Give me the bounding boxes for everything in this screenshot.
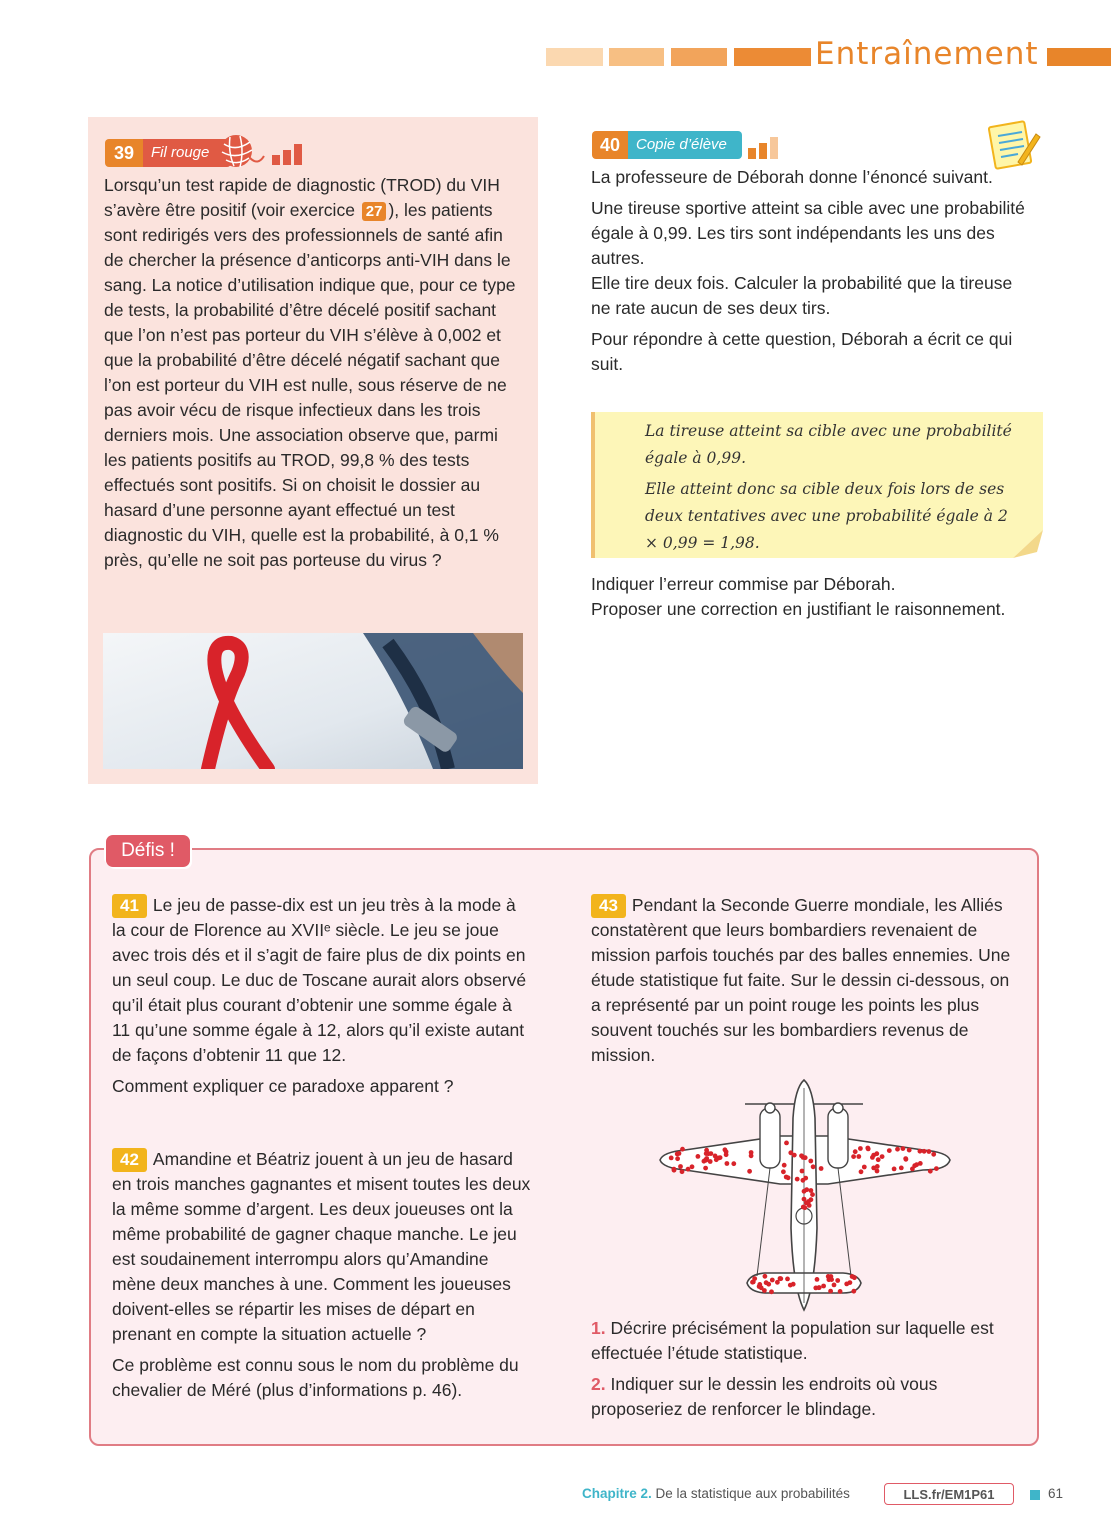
hit-point xyxy=(724,1152,729,1157)
hit-point xyxy=(800,1169,805,1174)
ex42-note: Ce problème est connu sous le nom du problème du chevalier de Méré (plus d’informations p. 46). xyxy=(112,1355,519,1400)
hit-point xyxy=(788,1283,793,1288)
chapter-title: De la statistique aux probabilités xyxy=(655,1486,850,1501)
hit-point xyxy=(704,1156,709,1161)
hit-point xyxy=(731,1161,736,1166)
hit-point xyxy=(713,1154,718,1159)
ex40-question: Proposer une correction en justifiant le raisonnement. xyxy=(591,599,1006,619)
hit-point xyxy=(778,1276,783,1281)
question-number: 1. xyxy=(591,1318,606,1338)
hit-point xyxy=(856,1154,861,1159)
hit-point xyxy=(918,1149,923,1154)
hit-point xyxy=(832,1283,837,1288)
hit-point xyxy=(931,1152,936,1157)
hit-point xyxy=(853,1149,858,1154)
hit-point xyxy=(686,1167,691,1172)
hit-point xyxy=(851,1154,856,1159)
header-bar xyxy=(546,48,603,66)
hit-point xyxy=(784,1141,789,1146)
hit-point xyxy=(703,1166,708,1171)
hit-point xyxy=(865,1146,870,1151)
bomber-diagram xyxy=(655,1078,953,1313)
notepad-icon xyxy=(988,118,1042,170)
exercise-number-39: 39 xyxy=(105,139,143,167)
hit-point xyxy=(821,1284,826,1289)
exercise-43-questions: 1. Décrire précisément la population sur laquelle est effectuée l’étude statistique. 2. Indiquer sur le dessin les endroits où vous proposeriez de renforcer le blindage. xyxy=(591,1318,994,1419)
hit-point xyxy=(817,1285,822,1290)
hit-point xyxy=(815,1277,820,1282)
exercise-number-40: 40 xyxy=(592,131,628,159)
hit-point xyxy=(910,1167,915,1172)
hit-point xyxy=(838,1289,843,1294)
hit-point xyxy=(675,1156,680,1161)
hit-point xyxy=(850,1274,855,1279)
hit-point xyxy=(718,1155,723,1160)
yarn-ball-icon xyxy=(216,132,266,170)
fil-rouge-label: Fil rouge xyxy=(143,139,231,167)
hit-point xyxy=(704,1148,709,1153)
hit-point xyxy=(848,1280,853,1285)
hit-point xyxy=(795,1177,800,1182)
hit-point xyxy=(672,1168,677,1173)
hit-point xyxy=(895,1147,900,1152)
exercise-40-questions xyxy=(591,572,1036,622)
exercise-41: 41 Le jeu de passe-dix est un jeu très à la mode à la cour de Florence au XVIIᵉ siècle. Le jeu se joue avec trois dés et il s’agit de faire plus de dix points en un seul coup. Le duc de Toscane aurait alors observé qu’il était plus courant d’obtenir une somme égale à 11 qu’une somme égale à 12, alors qu’il existe autant de façons d’obtenir 11 que 12. Comment expliquer ce paradoxe apparent ? xyxy=(112,893,534,1099)
hit-point xyxy=(808,1159,813,1164)
hit-point xyxy=(858,1146,863,1151)
ex40-paragraph: La professeure de Déborah donne l’énoncé suivant. xyxy=(591,167,993,187)
hit-point xyxy=(725,1161,730,1166)
hit-point xyxy=(788,1150,793,1155)
hit-point xyxy=(827,1277,832,1282)
hit-point xyxy=(901,1146,906,1151)
hit-point xyxy=(828,1289,833,1294)
copie-eleve-label: Copie d’élève xyxy=(628,131,742,159)
hit-point xyxy=(775,1280,780,1285)
exercise-number-42: 42 xyxy=(112,1148,147,1172)
hit-point xyxy=(899,1166,904,1171)
hit-point xyxy=(927,1149,932,1154)
hit-point xyxy=(880,1154,885,1159)
hit-point xyxy=(904,1157,909,1162)
footer-chapter xyxy=(582,1486,850,1501)
hit-point xyxy=(752,1276,757,1281)
hit-point xyxy=(696,1154,701,1159)
hit-point xyxy=(782,1163,787,1168)
hit-point xyxy=(749,1153,754,1158)
exercise-39-text: Lorsqu’un test rapide de diagnostic (TROD) du VIH s’avère être positif (voir exercice 27 ), les patients sont redirigés vers des professionnels de santé afin de chercher la présence d’anticorps anti‑VIH dans le sang. La notice d’utilisation indique que, pour ce type de tests, la probabilité d’être décelé positif sachant que l’on n’est pas porteur du VIH s’élève à 0,002 et que la probabilité d’être décelé négatif sachant que l’on est porteur du VIH est nulle, sous réserve de ne pas avoir vécu de risque infectieux dans les trois derniers mois. Une association observe que, parmi les patients positifs au TROD, 99,8 % des tests effectués sont positifs. Si on choisit le dossier au hasard d’une personne ayant effectué un test diagnostic du VIH, quelle est la probabilité, à 0,1 % près, qu’elle ne soit pas porteuse du virus ? xyxy=(104,175,516,570)
question-number: 2. xyxy=(591,1374,606,1394)
note-folded-corner xyxy=(1013,530,1043,558)
exercise-number-41: 41 xyxy=(112,894,147,918)
ex40-question: Indiquer l’erreur commise par Déborah. xyxy=(591,574,896,594)
page-number: 61 xyxy=(1048,1486,1064,1501)
hit-point xyxy=(802,1205,807,1210)
hit-point xyxy=(876,1157,881,1162)
hit-point xyxy=(907,1148,912,1153)
hit-point xyxy=(680,1147,685,1152)
difficulty-icon xyxy=(748,135,782,159)
hit-point xyxy=(781,1169,786,1174)
hit-point xyxy=(810,1192,815,1197)
exercise-40-text xyxy=(591,165,1036,377)
student-answer-line: La tireuse atteint sa cible avec une probabilité égale à 0,99. xyxy=(645,422,1012,467)
defis-badge: Défis ! xyxy=(106,835,190,867)
exercise-number-43: 43 xyxy=(591,894,626,918)
hit-point xyxy=(803,1155,808,1160)
footer-link[interactable]: LLS.fr/EM1P61 xyxy=(884,1483,1014,1505)
hit-point xyxy=(770,1278,775,1283)
ex40-paragraph: Elle tire deux fois. Calculer la probabilité que la tireuse ne rate aucun de ses deux tirs. xyxy=(591,273,1013,318)
header-bar xyxy=(734,48,811,66)
red-ribbon-stethoscope-image xyxy=(103,633,523,769)
header-bar xyxy=(1047,48,1111,66)
hit-point xyxy=(785,1277,790,1282)
footer-square xyxy=(1030,1490,1040,1500)
hit-point xyxy=(851,1289,856,1294)
exercise-reference-link[interactable]: 27 xyxy=(362,202,387,221)
hit-point xyxy=(786,1175,791,1180)
hit-point xyxy=(680,1169,685,1174)
difficulty-icon xyxy=(272,141,306,165)
ex41-question: Comment expliquer ce paradoxe apparent ? xyxy=(112,1076,454,1096)
hit-point xyxy=(677,1151,682,1156)
hit-point xyxy=(762,1288,767,1293)
hit-point xyxy=(690,1164,695,1169)
header-bar xyxy=(671,48,727,66)
hit-point xyxy=(678,1164,683,1169)
hit-point xyxy=(766,1282,771,1287)
hit-point xyxy=(811,1164,816,1169)
hit-point xyxy=(819,1166,824,1171)
hit-point xyxy=(914,1162,919,1167)
hit-point xyxy=(934,1166,939,1171)
hit-point xyxy=(928,1169,933,1174)
hit-point xyxy=(835,1278,840,1283)
hit-point xyxy=(862,1165,867,1170)
hit-point xyxy=(769,1289,774,1294)
hit-point xyxy=(887,1148,892,1153)
hit-point xyxy=(809,1197,814,1202)
hit-point xyxy=(892,1167,897,1172)
hit-point xyxy=(871,1166,876,1171)
hit-point xyxy=(801,1178,806,1183)
ex40-paragraph: Pour répondre à cette question, Déborah a écrit ce qui suit. xyxy=(591,329,1013,374)
chapter-number: Chapitre 2. xyxy=(582,1486,652,1501)
ex40-paragraph: Une tireuse sportive atteint sa cible avec une probabilité égale à 0,99. Les tirs sont indépendants les uns des autres. xyxy=(591,198,1025,268)
section-title: Entraînement xyxy=(815,36,1039,72)
hit-point xyxy=(809,1188,814,1193)
hit-point xyxy=(922,1149,927,1154)
hit-point xyxy=(802,1189,807,1194)
hit-point xyxy=(859,1169,864,1174)
hit-point xyxy=(669,1156,674,1161)
hit-point xyxy=(871,1153,876,1158)
student-copy-note xyxy=(591,412,1043,558)
exercise-43: 43 Pendant la Seconde Guerre mondiale, les Alliés constatèrent que leurs bombardiers revenaient de mission parfois touchés par des balles ennemies. Une étude statistique fut faite. Sur le dessin ci-dessous, on a représenté par un point rouge les points les plus souvent touchés sur les bombardiers revenus de mission. xyxy=(591,895,1011,1065)
hit-point xyxy=(763,1274,768,1279)
student-answer-line: Elle atteint donc sa cible deux fois lors de ses deux tentatives avec une probabilité égale à 2 × 0,99 = 1,98. xyxy=(645,480,1008,552)
exercise-42: 42 Amandine et Béatriz jouent à un jeu de hasard en trois manches gagnantes et misent toutes les deux la même somme d’argent. Les deux joueuses ont la même probabilité de gagner chaque manche. Le jeu est soudainement interrompu alors qu’Amandine mène deux manches à une. Comment les joueuses doivent-elles se répartir les mises de départ en prenant en compte la situation actuelle ? Ce problème est connu sous le nom du problème du chevalier de Méré (plus d’informations p. 46). xyxy=(112,1147,534,1403)
hit-point xyxy=(747,1169,752,1174)
header-bar xyxy=(609,48,664,66)
